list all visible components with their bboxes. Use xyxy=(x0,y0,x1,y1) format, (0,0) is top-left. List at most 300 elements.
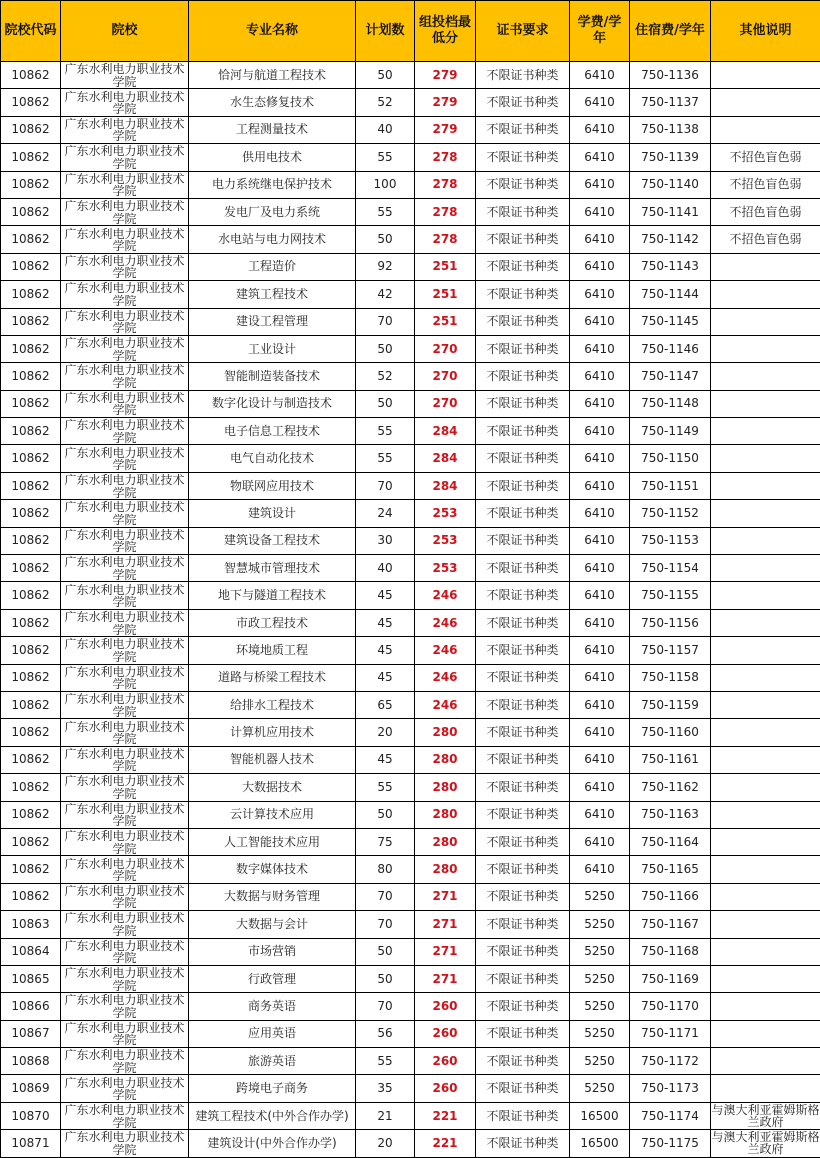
note-text: 不招色盲色弱 xyxy=(729,204,802,219)
cell-min-score: 246 xyxy=(415,582,476,609)
cell-dorm: 750-1156 xyxy=(630,609,711,636)
cell-tuition: 6410 xyxy=(570,226,630,253)
note-text xyxy=(711,720,820,745)
cell-dorm: 750-1141 xyxy=(630,198,711,225)
cell-note xyxy=(711,582,820,609)
cell-tuition: 5250 xyxy=(570,911,630,938)
table-row xyxy=(1,198,820,225)
cell-tuition: 6410 xyxy=(570,335,630,362)
cell-school xyxy=(61,226,189,253)
cell-min-score: 284 xyxy=(415,418,476,445)
cell-dorm: 750-1169 xyxy=(630,965,711,992)
cell-dorm: 750-1166 xyxy=(630,883,711,910)
cell-dorm: 750-1163 xyxy=(630,801,711,828)
table-row xyxy=(1,1020,820,1047)
cell-plan: 30 xyxy=(356,527,415,554)
cell-dorm: 750-1161 xyxy=(630,746,711,773)
cell-note xyxy=(711,472,820,499)
cell-code: 10862 xyxy=(1,555,61,582)
cell-major: 旅游英语 xyxy=(189,1048,356,1075)
cell-code: 10862 xyxy=(1,527,61,554)
cell-plan: 50 xyxy=(356,801,415,828)
cell-code: 10870 xyxy=(1,1102,61,1129)
cell-tuition: 6410 xyxy=(570,582,630,609)
cell-major: 建筑工程技术(中外合作办学) xyxy=(189,1102,356,1129)
table-row xyxy=(1,637,820,664)
note-text xyxy=(711,830,820,855)
cell-tuition: 5250 xyxy=(570,965,630,992)
cell-school xyxy=(61,746,189,773)
cell-tuition: 6410 xyxy=(570,198,630,225)
table-row xyxy=(1,527,820,554)
cell-school xyxy=(61,472,189,499)
cell-note xyxy=(711,1102,820,1129)
cell-min-score: 284 xyxy=(415,472,476,499)
cell-tuition: 6410 xyxy=(570,801,630,828)
table-row xyxy=(1,500,820,527)
cell-major: 环境地质工程 xyxy=(189,637,356,664)
table-row xyxy=(1,1130,820,1157)
school-name: 广东水利电力职业技术学院 xyxy=(64,911,185,938)
cell-code: 10866 xyxy=(1,993,61,1020)
cell-note xyxy=(711,527,820,554)
cell-tuition: 6410 xyxy=(570,390,630,417)
cell-cert: 不限证书种类 xyxy=(476,1020,570,1047)
cell-plan: 40 xyxy=(356,555,415,582)
cell-code: 10868 xyxy=(1,1048,61,1075)
note-text xyxy=(711,994,820,1019)
table-body xyxy=(1,62,820,1158)
school-name: 广东水利电力职业技术学院 xyxy=(64,692,185,719)
cell-cert: 不限证书种类 xyxy=(476,308,570,335)
table-row xyxy=(1,911,820,938)
cell-tuition: 6410 xyxy=(570,774,630,801)
note-text xyxy=(711,665,820,690)
cell-plan: 45 xyxy=(356,582,415,609)
cell-major: 恰河与航道工程技术 xyxy=(189,62,356,89)
cell-min-score: 251 xyxy=(415,281,476,308)
school-name: 广东水利电力职业技术学院 xyxy=(64,966,185,993)
cell-plan: 75 xyxy=(356,828,415,855)
cell-code: 10862 xyxy=(1,253,61,280)
cell-min-score: 246 xyxy=(415,691,476,718)
cell-note xyxy=(711,965,820,992)
cell-cert: 不限证书种类 xyxy=(476,527,570,554)
table-row xyxy=(1,965,820,992)
cell-code: 10862 xyxy=(1,171,61,198)
cell-min-score: 246 xyxy=(415,609,476,636)
note-text xyxy=(711,583,820,608)
cell-major: 工程测量技术 xyxy=(189,116,356,143)
cell-cert: 不限证书种类 xyxy=(476,582,570,609)
cell-major: 供用电技术 xyxy=(189,144,356,171)
cell-plan: 70 xyxy=(356,911,415,938)
cell-plan: 65 xyxy=(356,691,415,718)
header-school: 院校 xyxy=(61,1,189,62)
school-name: 广东水利电力职业技术学院 xyxy=(64,171,185,198)
cell-cert: 不限证书种类 xyxy=(476,856,570,883)
cell-plan: 55 xyxy=(356,418,415,445)
cell-note xyxy=(711,226,820,253)
table-row xyxy=(1,801,820,828)
table-row xyxy=(1,281,820,308)
cell-cert: 不限证书种类 xyxy=(476,171,570,198)
cell-dorm: 750-1167 xyxy=(630,911,711,938)
cell-min-score: 221 xyxy=(415,1102,476,1129)
cell-major: 智能制造装备技术 xyxy=(189,363,356,390)
cell-tuition: 6410 xyxy=(570,527,630,554)
cell-major: 智能机器人技术 xyxy=(189,746,356,773)
note-text xyxy=(711,693,820,718)
cell-tuition: 6410 xyxy=(570,116,630,143)
cell-school xyxy=(61,774,189,801)
cell-note xyxy=(711,609,820,636)
cell-tuition: 6410 xyxy=(570,281,630,308)
cell-note xyxy=(711,1048,820,1075)
note-text xyxy=(711,611,820,636)
cell-school xyxy=(61,911,189,938)
cell-major: 发电厂及电力系统 xyxy=(189,198,356,225)
cell-major: 应用英语 xyxy=(189,1020,356,1047)
cell-code: 10865 xyxy=(1,965,61,992)
cell-school xyxy=(61,1048,189,1075)
cell-major: 智慧城市管理技术 xyxy=(189,555,356,582)
note-text xyxy=(711,1021,820,1046)
note-text xyxy=(711,857,820,882)
cell-tuition: 6410 xyxy=(570,171,630,198)
school-name: 广东水利电力职业技术学院 xyxy=(64,829,185,856)
cell-min-score: 284 xyxy=(415,445,476,472)
note-text xyxy=(711,337,820,362)
cell-note xyxy=(711,418,820,445)
cell-code: 10862 xyxy=(1,116,61,143)
note-text xyxy=(711,528,820,553)
school-name: 广东水利电力职业技术学院 xyxy=(64,883,185,910)
cell-min-score: 260 xyxy=(415,993,476,1020)
cell-min-score: 271 xyxy=(415,911,476,938)
cell-major: 水生态修复技术 xyxy=(189,89,356,116)
note-text xyxy=(711,884,820,909)
cell-note xyxy=(711,719,820,746)
note-text xyxy=(711,556,820,581)
cell-tuition: 6410 xyxy=(570,856,630,883)
cell-major: 建筑设备工程技术 xyxy=(189,527,356,554)
school-name: 广东水利电力职业技术学院 xyxy=(64,281,185,308)
table-row xyxy=(1,1102,820,1129)
cell-note xyxy=(711,171,820,198)
cell-cert: 不限证书种类 xyxy=(476,1048,570,1075)
cell-min-score: 260 xyxy=(415,1020,476,1047)
cell-school xyxy=(61,691,189,718)
cell-code: 10862 xyxy=(1,719,61,746)
cell-dorm: 750-1160 xyxy=(630,719,711,746)
cell-cert: 不限证书种类 xyxy=(476,445,570,472)
cell-dorm: 750-1139 xyxy=(630,144,711,171)
cell-dorm: 750-1171 xyxy=(630,1020,711,1047)
school-name: 广东水利电力职业技术学院 xyxy=(64,993,185,1020)
cell-note xyxy=(711,363,820,390)
cell-school xyxy=(61,527,189,554)
table-row xyxy=(1,472,820,499)
cell-code: 10862 xyxy=(1,691,61,718)
note-text xyxy=(711,309,820,334)
cell-min-score: 251 xyxy=(415,308,476,335)
table-header xyxy=(1,1,820,62)
note-text xyxy=(711,967,820,992)
cell-min-score: 278 xyxy=(415,198,476,225)
cell-cert: 不限证书种类 xyxy=(476,965,570,992)
cell-tuition: 6410 xyxy=(570,144,630,171)
cell-dorm: 750-1150 xyxy=(630,445,711,472)
cell-note xyxy=(711,308,820,335)
cell-school xyxy=(61,938,189,965)
cell-min-score: 280 xyxy=(415,719,476,746)
school-name: 广东水利电力职业技术学院 xyxy=(64,938,185,965)
table-row xyxy=(1,390,820,417)
table-row xyxy=(1,938,820,965)
cell-tuition: 6410 xyxy=(570,500,630,527)
cell-code: 10862 xyxy=(1,390,61,417)
school-name: 广东水利电力职业技术学院 xyxy=(64,582,185,609)
cell-cert: 不限证书种类 xyxy=(476,62,570,89)
cell-plan: 50 xyxy=(356,335,415,362)
cell-note xyxy=(711,774,820,801)
cell-code: 10862 xyxy=(1,582,61,609)
cell-cert: 不限证书种类 xyxy=(476,938,570,965)
cell-min-score: 270 xyxy=(415,390,476,417)
school-name: 广东水利电力职业技术学院 xyxy=(64,774,185,801)
cell-code: 10862 xyxy=(1,746,61,773)
note-text xyxy=(711,1049,820,1074)
cell-school xyxy=(61,198,189,225)
cell-major: 给排水工程技术 xyxy=(189,691,356,718)
cell-school xyxy=(61,609,189,636)
header-cert: 证书要求 xyxy=(476,1,570,62)
note-text: 与澳大利亚霍姆斯格兰政府 xyxy=(711,1103,820,1129)
cell-major: 建筑设计 xyxy=(189,500,356,527)
school-name: 广东水利电力职业技术学院 xyxy=(64,1103,185,1130)
cell-cert: 不限证书种类 xyxy=(476,774,570,801)
note-text xyxy=(711,446,820,471)
table-row xyxy=(1,774,820,801)
cell-code: 10862 xyxy=(1,774,61,801)
note-text xyxy=(711,939,820,964)
cell-major: 商务英语 xyxy=(189,993,356,1020)
school-name: 广东水利电力职业技术学院 xyxy=(64,226,185,253)
cell-school xyxy=(61,1075,189,1102)
cell-school xyxy=(61,664,189,691)
note-text xyxy=(711,474,820,499)
cell-school xyxy=(61,828,189,855)
cell-note xyxy=(711,445,820,472)
cell-min-score: 280 xyxy=(415,801,476,828)
cell-min-score: 279 xyxy=(415,116,476,143)
cell-dorm: 750-1175 xyxy=(630,1130,711,1157)
cell-tuition: 6410 xyxy=(570,664,630,691)
cell-tuition: 6410 xyxy=(570,472,630,499)
cell-tuition: 6410 xyxy=(570,637,630,664)
cell-major: 建筑设计(中外合作办学) xyxy=(189,1130,356,1157)
cell-code: 10862 xyxy=(1,89,61,116)
note-text xyxy=(711,638,820,663)
school-name: 广东水利电力职业技术学院 xyxy=(64,144,185,171)
cell-tuition: 5250 xyxy=(570,1075,630,1102)
cell-min-score: 246 xyxy=(415,637,476,664)
school-name: 广东水利电力职业技术学院 xyxy=(64,473,185,500)
cell-min-score: 278 xyxy=(415,171,476,198)
cell-code: 10862 xyxy=(1,226,61,253)
note-text: 不招色盲色弱 xyxy=(729,232,802,247)
table-row xyxy=(1,116,820,143)
cell-major: 数字媒体技术 xyxy=(189,856,356,883)
cell-dorm: 750-1162 xyxy=(630,774,711,801)
cell-school xyxy=(61,363,189,390)
school-name: 广东水利电力职业技术学院 xyxy=(64,637,185,664)
cell-major: 工业设计 xyxy=(189,335,356,362)
cell-dorm: 750-1173 xyxy=(630,1075,711,1102)
cell-school xyxy=(61,801,189,828)
cell-plan: 45 xyxy=(356,637,415,664)
note-text xyxy=(711,63,820,88)
cell-school xyxy=(61,89,189,116)
cell-school xyxy=(61,637,189,664)
cell-code: 10862 xyxy=(1,883,61,910)
table-row xyxy=(1,226,820,253)
cell-plan: 52 xyxy=(356,89,415,116)
cell-min-score: 270 xyxy=(415,363,476,390)
cell-major: 工程造价 xyxy=(189,253,356,280)
table-row xyxy=(1,418,820,445)
cell-code: 10862 xyxy=(1,500,61,527)
cell-tuition: 6410 xyxy=(570,719,630,746)
table-row xyxy=(1,856,820,883)
cell-code: 10862 xyxy=(1,363,61,390)
cell-major: 建筑工程技术 xyxy=(189,281,356,308)
cell-plan: 24 xyxy=(356,500,415,527)
cell-major: 行政管理 xyxy=(189,965,356,992)
cell-dorm: 750-1165 xyxy=(630,856,711,883)
cell-note xyxy=(711,1130,820,1157)
cell-cert: 不限证书种类 xyxy=(476,390,570,417)
cell-min-score: 270 xyxy=(415,335,476,362)
cell-major: 大数据技术 xyxy=(189,774,356,801)
school-name: 广东水利电力职业技术学院 xyxy=(64,253,185,280)
cell-dorm: 750-1138 xyxy=(630,116,711,143)
cell-plan: 92 xyxy=(356,253,415,280)
school-name: 广东水利电力职业技术学院 xyxy=(64,1130,185,1157)
header-plan: 计划数 xyxy=(356,1,415,62)
table-row xyxy=(1,746,820,773)
table-row xyxy=(1,719,820,746)
cell-cert: 不限证书种类 xyxy=(476,1075,570,1102)
cell-code: 10862 xyxy=(1,281,61,308)
cell-school xyxy=(61,1102,189,1129)
cell-plan: 55 xyxy=(356,1048,415,1075)
cell-cert: 不限证书种类 xyxy=(476,281,570,308)
cell-school xyxy=(61,856,189,883)
cell-major: 大数据与财务管理 xyxy=(189,883,356,910)
note-text xyxy=(711,912,820,937)
cell-school xyxy=(61,281,189,308)
cell-plan: 55 xyxy=(356,198,415,225)
table-row xyxy=(1,609,820,636)
cell-dorm: 750-1164 xyxy=(630,828,711,855)
cell-code: 10871 xyxy=(1,1130,61,1157)
note-text xyxy=(711,391,820,416)
cell-plan: 52 xyxy=(356,363,415,390)
cell-plan: 56 xyxy=(356,1020,415,1047)
cell-school xyxy=(61,418,189,445)
cell-min-score: 278 xyxy=(415,226,476,253)
cell-dorm: 750-1170 xyxy=(630,993,711,1020)
cell-school xyxy=(61,144,189,171)
cell-note xyxy=(711,1020,820,1047)
note-text xyxy=(711,747,820,772)
cell-cert: 不限证书种类 xyxy=(476,801,570,828)
cell-tuition: 6410 xyxy=(570,691,630,718)
cell-code: 10862 xyxy=(1,198,61,225)
cell-plan: 45 xyxy=(356,746,415,773)
table-row xyxy=(1,445,820,472)
cell-major: 道路与桥梁工程技术 xyxy=(189,664,356,691)
cell-plan: 50 xyxy=(356,62,415,89)
header-major: 专业名称 xyxy=(189,1,356,62)
cell-note xyxy=(711,746,820,773)
cell-plan: 55 xyxy=(356,144,415,171)
cell-min-score: 246 xyxy=(415,664,476,691)
cell-plan: 70 xyxy=(356,308,415,335)
cell-plan: 70 xyxy=(356,883,415,910)
cell-tuition: 5250 xyxy=(570,1048,630,1075)
cell-tuition: 6410 xyxy=(570,445,630,472)
cell-code: 10862 xyxy=(1,856,61,883)
cell-note xyxy=(711,198,820,225)
cell-tuition: 6410 xyxy=(570,609,630,636)
cell-cert: 不限证书种类 xyxy=(476,418,570,445)
cell-major: 市场营销 xyxy=(189,938,356,965)
table-row xyxy=(1,253,820,280)
cell-code: 10862 xyxy=(1,828,61,855)
cell-cert: 不限证书种类 xyxy=(476,828,570,855)
cell-note xyxy=(711,993,820,1020)
cell-tuition: 6410 xyxy=(570,828,630,855)
cell-major: 云计算技术应用 xyxy=(189,801,356,828)
header-min-score: 组投档最低分 xyxy=(415,1,476,62)
cell-note xyxy=(711,500,820,527)
school-name: 广东水利电力职业技术学院 xyxy=(64,1075,185,1102)
cell-note xyxy=(711,691,820,718)
cell-plan: 42 xyxy=(356,281,415,308)
cell-min-score: 271 xyxy=(415,883,476,910)
school-name: 广东水利电力职业技术学院 xyxy=(64,308,185,335)
cell-dorm: 750-1137 xyxy=(630,89,711,116)
cell-plan: 70 xyxy=(356,993,415,1020)
cell-note xyxy=(711,856,820,883)
school-name: 广东水利电力职业技术学院 xyxy=(64,555,185,582)
cell-note xyxy=(711,390,820,417)
cell-school xyxy=(61,308,189,335)
cell-dorm: 750-1152 xyxy=(630,500,711,527)
table-row xyxy=(1,828,820,855)
table-row xyxy=(1,62,820,89)
cell-note xyxy=(711,664,820,691)
cell-code: 10862 xyxy=(1,445,61,472)
school-name: 广东水利电力职业技术学院 xyxy=(64,527,185,554)
cell-major: 建设工程管理 xyxy=(189,308,356,335)
cell-tuition: 6410 xyxy=(570,308,630,335)
table-row xyxy=(1,993,820,1020)
cell-dorm: 750-1154 xyxy=(630,555,711,582)
